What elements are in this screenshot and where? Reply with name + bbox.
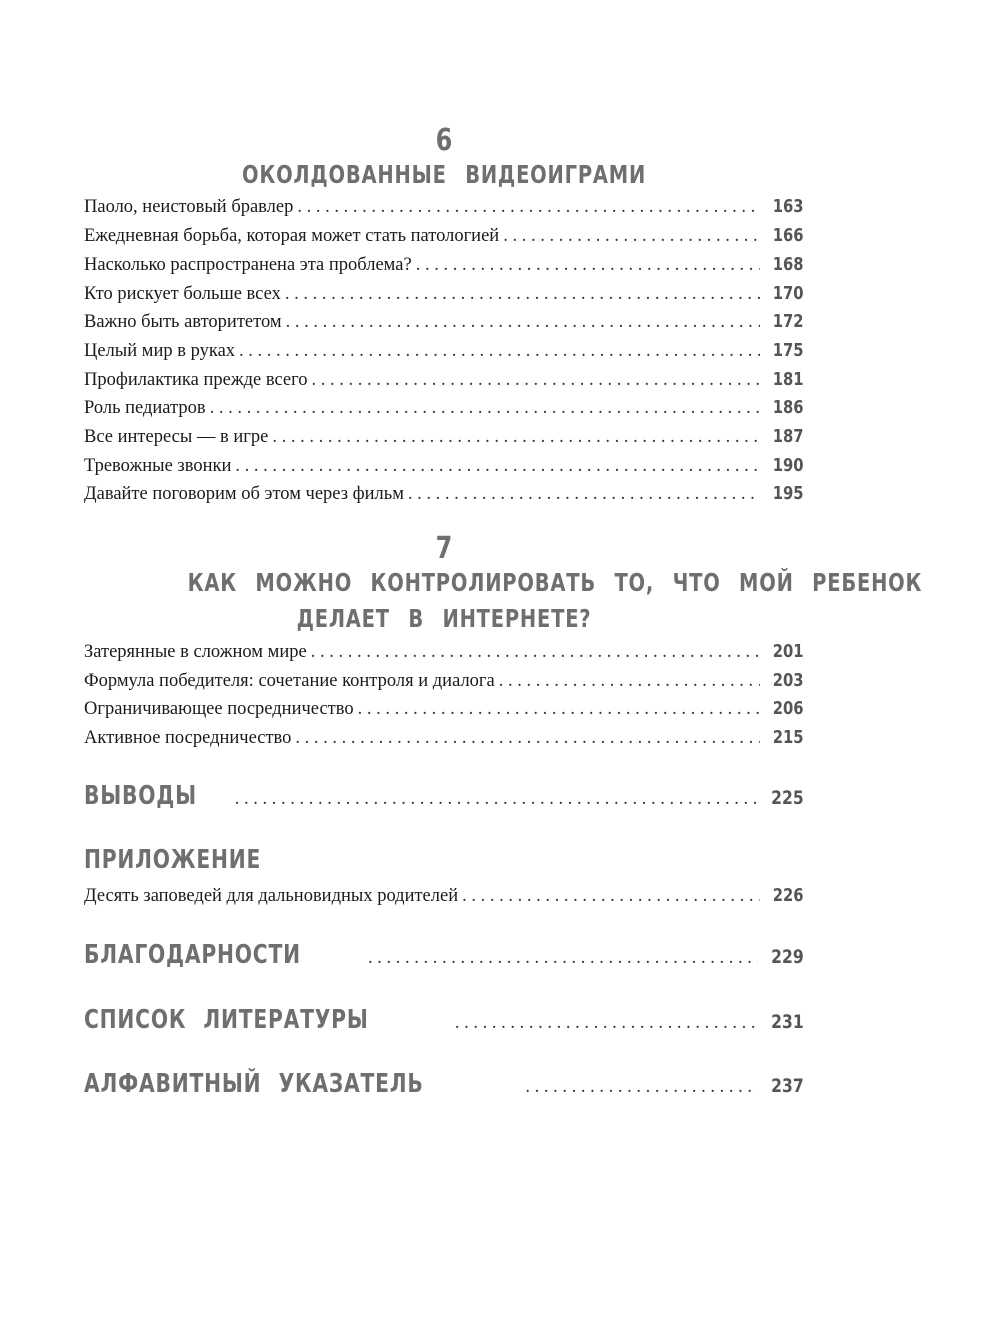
toc-item — [84, 369, 804, 397]
toc-item-page: 206 — [773, 698, 804, 719]
section-page: 229 — [771, 946, 804, 968]
toc-item-page: 166 — [773, 225, 804, 246]
leader-dots — [295, 728, 760, 749]
section-conclusions — [84, 781, 804, 817]
toc-item-label: Ежедневная борьба, которая может стать патологией — [84, 226, 500, 246]
leader-dots — [312, 370, 761, 391]
toc-page — [84, 0, 923, 1318]
toc-item-label: Десять заповедей для дальновидных родителей — [84, 886, 459, 906]
toc-item — [84, 340, 804, 368]
section-appendix — [84, 845, 804, 881]
leader-dots — [311, 642, 761, 663]
leader-dots — [462, 886, 760, 907]
toc-item-page: 187 — [773, 426, 804, 447]
toc-item — [84, 426, 804, 454]
toc-item-label: Формула победителя: сочетание контроля и диалога — [84, 671, 495, 691]
toc-item-label: Паоло, неистовый бравлер — [84, 197, 294, 217]
toc-item-label: Тревожные звонки — [84, 456, 232, 476]
toc-item-page: 195 — [773, 483, 804, 504]
chapter-number: 7 — [435, 531, 453, 566]
toc-item — [84, 254, 804, 282]
toc-item-label: Целый мир в руках — [84, 341, 236, 361]
toc-item-label: Все интересы — в игре — [84, 427, 269, 447]
leader-dots — [272, 427, 760, 448]
toc-item-label: Ограничивающее посредничество — [84, 699, 354, 719]
section-page: 237 — [771, 1075, 804, 1097]
toc-item-label: Затерянные в сложном мире — [84, 642, 307, 662]
toc-item-page: 172 — [773, 311, 804, 332]
leader-dots — [239, 341, 760, 362]
toc-item — [84, 483, 804, 511]
toc-item — [84, 641, 804, 669]
toc-item-page: 201 — [773, 641, 804, 662]
toc-item-label: Давайте поговорим об этом через фильм — [84, 484, 404, 504]
section-label: ВЫВОДЫ — [84, 781, 197, 811]
leader-dots — [525, 1077, 758, 1098]
toc-item-page: 215 — [773, 727, 804, 748]
toc-item-page: 163 — [773, 196, 804, 217]
toc-item-page: 168 — [773, 254, 804, 275]
leader-dots — [416, 255, 761, 276]
toc-item — [84, 283, 804, 311]
chapter-title-text: ДЕЛАЕТ В ИНТЕРНЕТЕ? — [296, 604, 592, 633]
toc-item-label: Важно быть авторитетом — [84, 312, 282, 332]
section-bibliography — [84, 1005, 804, 1041]
toc-item-page: 175 — [773, 340, 804, 361]
toc-item-page: 186 — [773, 397, 804, 418]
toc-item-page: 170 — [773, 283, 804, 304]
chapter-number: 6 — [435, 123, 453, 158]
chapter-title-line1 — [84, 564, 923, 602]
toc-item-page: 226 — [773, 885, 804, 906]
leader-dots — [368, 948, 758, 969]
toc-item-label: Профилактика прежде всего — [84, 370, 308, 390]
toc-item — [84, 397, 804, 425]
leader-dots — [358, 699, 761, 720]
section-label: СПИСОК ЛИТЕРАТУРЫ — [84, 1005, 369, 1035]
chapter-title-text: ОКОЛДОВАННЫЕ ВИДЕОИГРАМИ — [241, 160, 647, 189]
leader-dots — [285, 284, 761, 305]
leader-dots — [408, 484, 761, 505]
toc-item-label: Насколько распространена эта проблема? — [84, 255, 412, 275]
leader-dots — [503, 226, 760, 247]
chapter-title-line2 — [84, 600, 804, 638]
section-index — [84, 1069, 804, 1105]
toc-item — [84, 455, 804, 483]
section-page: 231 — [771, 1011, 804, 1033]
toc-item-label: Активное посредничество — [84, 728, 292, 748]
section-acknowledgements — [84, 940, 804, 976]
toc-item-label: Кто рискует больше всех — [84, 284, 281, 304]
section-label: ПРИЛОЖЕНИЕ — [84, 845, 262, 875]
toc-item — [84, 885, 804, 913]
toc-item — [84, 196, 804, 224]
toc-item-page: 203 — [773, 670, 804, 691]
leader-dots — [235, 789, 759, 810]
section-page: 225 — [771, 787, 804, 809]
toc-item — [84, 727, 804, 755]
toc-item — [84, 670, 804, 698]
leader-dots — [210, 398, 761, 419]
leader-dots — [499, 671, 761, 692]
toc-item — [84, 311, 804, 339]
leader-dots — [455, 1013, 758, 1034]
toc-item — [84, 225, 804, 253]
section-label: БЛАГОДАРНОСТИ — [84, 940, 301, 970]
chapter-title-text: КАК МОЖНО КОНТРОЛИРОВАТЬ ТО, ЧТО МОЙ РЕБЕНОК — [187, 568, 923, 597]
leader-dots — [297, 197, 760, 218]
toc-item-page: 190 — [773, 455, 804, 476]
chapter-title — [84, 156, 804, 194]
toc-item-label: Роль педиатров — [84, 398, 206, 418]
leader-dots — [235, 456, 760, 477]
toc-item-page: 181 — [773, 369, 804, 390]
leader-dots — [286, 312, 761, 333]
section-label: АЛФАВИТНЫЙ УКАЗАТЕЛЬ — [84, 1069, 424, 1099]
toc-item — [84, 698, 804, 726]
